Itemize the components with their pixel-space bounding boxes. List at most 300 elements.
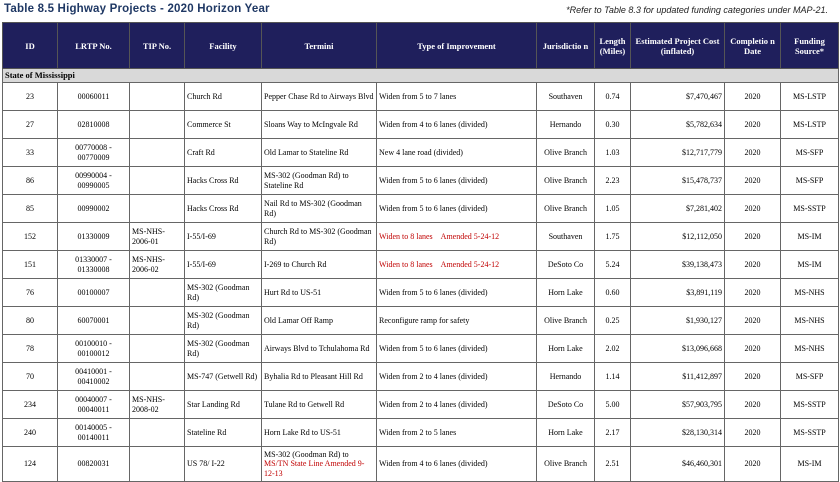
cell-termini-text: Byhalia Rd to Pleasant Hill Rd	[264, 371, 363, 381]
cell-tip-no	[130, 307, 185, 335]
cell-completion-date	[725, 419, 781, 447]
cell-cost	[631, 167, 725, 195]
cell-id	[3, 83, 58, 111]
cell-id	[3, 139, 58, 167]
cell-lrtp-no	[58, 251, 130, 279]
cell-length-text: 5.00	[605, 399, 620, 409]
cell-lrtp-no	[58, 307, 130, 335]
cell-improvement	[377, 111, 537, 139]
cell-completion-date	[725, 167, 781, 195]
col-facility-header: Facility	[185, 23, 262, 69]
cell-jurisdiction-text: Horn Lake	[548, 287, 583, 297]
cell-funding-source-text: MS-SFP	[795, 175, 824, 185]
cell-cost	[631, 279, 725, 307]
cell-id-text: 152	[24, 231, 36, 241]
cell-facility	[185, 223, 262, 251]
cell-cost-text: $57,903,795	[682, 399, 722, 409]
cell-facility-text: I-55/I-69	[187, 259, 216, 269]
cell-cost	[631, 419, 725, 447]
cell-id-text: 151	[24, 259, 36, 269]
cell-completion-date-text: 2020	[744, 203, 761, 213]
cell-id	[3, 223, 58, 251]
cell-jurisdiction-text: Hernando	[549, 119, 582, 129]
cell-completion-date	[725, 307, 781, 335]
cell-id	[3, 391, 58, 419]
cell-funding-source	[781, 419, 839, 447]
cell-lrtp-no-text: 00410001 - 00410002	[75, 367, 112, 386]
cell-facility	[185, 83, 262, 111]
cell-id-text: 80	[26, 315, 34, 325]
cell-funding-source-text: MS-IM	[797, 259, 822, 269]
cell-lrtp-no-text: 01330007 - 01330008	[75, 255, 112, 274]
cell-improvement	[377, 279, 537, 307]
cell-improvement	[377, 419, 537, 447]
cell-cost	[631, 251, 725, 279]
cell-improvement-text: Widen to 8 lanes	[379, 231, 433, 241]
cell-id	[3, 419, 58, 447]
cell-completion-date-text: 2020	[744, 371, 761, 381]
cell-funding-source-text: MS-SSTP	[793, 427, 826, 437]
cell-termini-text: I-269 to Church Rd	[264, 259, 327, 269]
cell-id	[3, 279, 58, 307]
cell-termini-text: Hurt Rd to US-51	[264, 287, 322, 297]
cell-improvement-text: New 4 lane road (divided)	[379, 147, 463, 157]
cell-facility-text: MS-747 (Getwell Rd)	[187, 371, 258, 381]
cell-termini	[262, 335, 377, 363]
cell-funding-source-text: MS-NHS	[794, 315, 825, 325]
cell-length	[595, 111, 631, 139]
cell-jurisdiction	[537, 167, 595, 195]
cell-termini	[262, 83, 377, 111]
cell-tip-no	[130, 335, 185, 363]
cell-cost-text: $1,930,127	[686, 315, 722, 325]
cell-id	[3, 335, 58, 363]
cell-termini-text: Horn Lake Rd to US-51	[264, 427, 341, 437]
cell-completion-date	[725, 195, 781, 223]
cell-completion-date-text: 2020	[744, 147, 761, 157]
cell-termini	[262, 251, 377, 279]
cell-completion-date	[725, 111, 781, 139]
table-row	[3, 363, 839, 391]
cell-jurisdiction	[537, 335, 595, 363]
cell-cost-text: $7,281,402	[686, 203, 722, 213]
cell-id	[3, 195, 58, 223]
funding-note: *Refer to Table 8.3 for updated funding categories under MAP-21.	[566, 5, 828, 15]
cell-improvement-text: Widen from 2 to 4 lanes (divided)	[379, 371, 488, 381]
col-date-header: Completio n Date	[725, 23, 781, 69]
cell-termini-text: Tulane Rd to Getwell Rd	[264, 399, 345, 409]
cell-funding-source	[781, 251, 839, 279]
cell-jurisdiction-text: Olive Branch	[544, 203, 587, 213]
cell-completion-date-text: 2020	[744, 91, 761, 101]
cell-jurisdiction	[537, 419, 595, 447]
cell-termini	[262, 167, 377, 195]
cell-completion-date-text: 2020	[744, 231, 761, 241]
cell-lrtp-no-text: 00770008 - 00770009	[75, 143, 112, 162]
cell-tip-no	[130, 363, 185, 391]
cell-length	[595, 251, 631, 279]
cell-jurisdiction-text: DeSoto Co	[547, 399, 584, 409]
cell-funding-source-text: MS-NHS	[794, 287, 825, 297]
cell-funding-source-text: MS-SFP	[795, 147, 824, 157]
cell-facility-text: Star Landing Rd	[187, 399, 240, 409]
cell-length	[595, 223, 631, 251]
cell-length	[595, 279, 631, 307]
table-row	[3, 307, 839, 335]
cell-cost	[631, 307, 725, 335]
cell-facility	[185, 447, 262, 482]
cell-completion-date	[725, 223, 781, 251]
cell-funding-source-text: MS-IM	[797, 459, 822, 469]
cell-jurisdiction-text: Hernando	[549, 371, 582, 381]
cell-improvement-text: Widen from 5 to 6 lanes (divided)	[379, 343, 488, 353]
cell-facility	[185, 391, 262, 419]
cell-cost-text: $13,096,668	[682, 343, 722, 353]
cell-length	[595, 195, 631, 223]
cell-cost-text: $39,138,473	[682, 259, 722, 269]
cell-jurisdiction	[537, 139, 595, 167]
cell-facility	[185, 111, 262, 139]
cell-jurisdiction-text: Olive Branch	[544, 147, 587, 157]
col-improvement-header: Type of Improvement	[377, 23, 537, 69]
table-row	[3, 391, 839, 419]
cell-id	[3, 251, 58, 279]
cell-facility	[185, 279, 262, 307]
cell-improvement	[377, 363, 537, 391]
cell-funding-source	[781, 139, 839, 167]
cell-length	[595, 307, 631, 335]
amendment-note: Amended 5-24-12	[440, 231, 500, 241]
cell-lrtp-no	[58, 363, 130, 391]
col-tip-header: TIP No.	[130, 23, 185, 69]
cell-lrtp-no-text: 00100010 - 00100012	[75, 339, 112, 358]
cell-id-text: 23	[26, 91, 34, 101]
table-row	[3, 167, 839, 195]
cell-jurisdiction	[537, 391, 595, 419]
cell-termini-text: MS-302 (Goodman Rd) to	[264, 449, 349, 459]
cell-id-text: 234	[24, 399, 36, 409]
cell-id	[3, 307, 58, 335]
cell-length-text: 2.17	[605, 427, 620, 437]
cell-lrtp-no-text: 00140005 - 00140011	[75, 423, 112, 442]
cell-id-text: 240	[24, 427, 36, 437]
amendment-note: Amended 5-24-12	[440, 259, 500, 269]
cell-jurisdiction	[537, 111, 595, 139]
cell-tip-no	[130, 195, 185, 223]
termini-amendment-note: MS/TN State Line Amended 9-12-13	[264, 459, 365, 478]
cell-length	[595, 447, 631, 482]
cell-improvement	[377, 251, 537, 279]
cell-id-text: 76	[26, 287, 34, 297]
cell-termini	[262, 223, 377, 251]
cell-completion-date	[725, 279, 781, 307]
cell-funding-source	[781, 363, 839, 391]
cell-completion-date	[725, 391, 781, 419]
cell-improvement	[377, 139, 537, 167]
cell-funding-source-text: MS-NHS	[794, 343, 825, 353]
cell-cost-text: $28,130,314	[682, 427, 722, 437]
cell-facility	[185, 195, 262, 223]
cell-funding-source-text: MS-LSTP	[793, 119, 826, 129]
cell-funding-source-text: MS-SFP	[795, 371, 824, 381]
cell-completion-date	[725, 447, 781, 482]
cell-completion-date-text: 2020	[744, 459, 761, 469]
cell-tip-no	[130, 83, 185, 111]
cell-id-text: 86	[26, 175, 34, 185]
cell-cost	[631, 391, 725, 419]
cell-improvement	[377, 335, 537, 363]
cell-termini-text: MS-302 (Goodman Rd) to Stateline Rd	[264, 171, 349, 190]
cell-improvement-text: Widen from 2 to 4 lanes (divided)	[379, 399, 488, 409]
cell-facility	[185, 167, 262, 195]
col-termini-header: Termini	[262, 23, 377, 69]
cell-id-text: 85	[26, 203, 34, 213]
cell-length	[595, 363, 631, 391]
cell-completion-date-text: 2020	[744, 427, 761, 437]
cell-improvement-text: Widen from 5 to 6 lanes (divided)	[379, 287, 488, 297]
cell-completion-date	[725, 335, 781, 363]
highway-projects-table	[2, 22, 839, 482]
cell-tip-no	[130, 251, 185, 279]
table-row	[3, 447, 839, 482]
cell-jurisdiction	[537, 251, 595, 279]
cell-id	[3, 111, 58, 139]
cell-facility-text: Hacks Cross Rd	[187, 203, 239, 213]
cell-improvement-text: Widen from 5 to 6 lanes (divided)	[379, 203, 488, 213]
cell-lrtp-no-text: 00060011	[77, 91, 110, 101]
col-funding-header: Funding Source*	[781, 23, 839, 69]
cell-completion-date-text: 2020	[744, 315, 761, 325]
cell-facility-text: MS-302 (Goodman Rd)	[187, 311, 250, 330]
cell-lrtp-no	[58, 139, 130, 167]
cell-length-text: 2.23	[605, 175, 620, 185]
cell-facility-text: Stateline Rd	[187, 427, 227, 437]
cell-tip-no	[130, 139, 185, 167]
cell-completion-date-text: 2020	[744, 343, 761, 353]
table-row	[3, 279, 839, 307]
cell-length-text: 1.75	[605, 231, 620, 241]
cell-length	[595, 83, 631, 111]
cell-jurisdiction	[537, 279, 595, 307]
title-bar	[0, 0, 840, 22]
cell-improvement-text: Widen from 2 to 5 lanes	[379, 427, 457, 437]
cell-length	[595, 167, 631, 195]
cell-lrtp-no-text: 02810008	[77, 119, 110, 129]
cell-id-text: 78	[26, 343, 34, 353]
cell-length	[595, 391, 631, 419]
cell-termini-text: Church Rd to MS-302 (Goodman Rd)	[264, 227, 372, 246]
cell-completion-date-text: 2020	[744, 119, 761, 129]
header-row	[3, 23, 839, 69]
col-jurisdiction-header: Jurisdictio n	[537, 23, 595, 69]
table-row	[3, 251, 839, 279]
cell-tip-no	[130, 419, 185, 447]
cell-lrtp-no	[58, 447, 130, 482]
cell-lrtp-no	[58, 167, 130, 195]
cell-termini	[262, 195, 377, 223]
cell-jurisdiction-text: Olive Branch	[544, 315, 587, 325]
cell-lrtp-no-text: 00990004 - 00990005	[75, 171, 112, 190]
cell-funding-source	[781, 195, 839, 223]
cell-funding-source-text: MS-LSTP	[793, 91, 826, 101]
cell-completion-date	[725, 139, 781, 167]
cell-length-text: 2.02	[605, 343, 620, 353]
cell-termini	[262, 279, 377, 307]
cell-funding-source-text: MS-IM	[797, 231, 822, 241]
cell-facility	[185, 419, 262, 447]
cell-lrtp-no-text: 00100007	[77, 287, 110, 297]
cell-facility	[185, 139, 262, 167]
cell-id	[3, 363, 58, 391]
cell-lrtp-no-text: 00820031	[77, 459, 110, 469]
cell-improvement	[377, 223, 537, 251]
cell-funding-source	[781, 167, 839, 195]
cell-length	[595, 335, 631, 363]
cell-jurisdiction-text: Southaven	[548, 91, 583, 101]
cell-jurisdiction	[537, 447, 595, 482]
cell-improvement	[377, 167, 537, 195]
cell-jurisdiction	[537, 307, 595, 335]
cell-termini	[262, 419, 377, 447]
cell-lrtp-no-text: 00040007 - 00040011	[75, 395, 112, 414]
cell-cost-text: $46,460,301	[682, 459, 722, 469]
cell-lrtp-no	[58, 391, 130, 419]
cell-funding-source	[781, 391, 839, 419]
cell-facility	[185, 335, 262, 363]
cell-cost-text: $11,412,897	[682, 371, 722, 381]
cell-lrtp-no-text: 01330009	[77, 231, 110, 241]
cell-improvement	[377, 447, 537, 482]
cell-id-text: 27	[26, 119, 34, 129]
cell-facility-text: MS-302 (Goodman Rd)	[187, 339, 250, 358]
cell-improvement-text: Widen from 4 to 6 lanes (divided)	[379, 459, 488, 469]
cell-tip-no-text: MS-NHS-2006-02	[132, 255, 165, 274]
cell-termini	[262, 111, 377, 139]
cell-cost-text: $3,891,119	[686, 287, 722, 297]
cell-length-text: 1.05	[605, 203, 620, 213]
cell-facility-text: Craft Rd	[187, 147, 215, 157]
cell-termini-text: Old Lamar to Stateline Rd	[264, 147, 349, 157]
cell-length-text: 0.74	[605, 91, 620, 101]
cell-termini-text: Sloans Way to McIngvale Rd	[264, 119, 358, 129]
cell-funding-source-text: MS-SSTP	[793, 203, 826, 213]
cell-id	[3, 167, 58, 195]
cell-cost	[631, 223, 725, 251]
cell-id	[3, 447, 58, 482]
cell-id-text: 124	[24, 459, 36, 469]
cell-completion-date	[725, 363, 781, 391]
cell-facility	[185, 363, 262, 391]
cell-facility	[185, 251, 262, 279]
cell-lrtp-no	[58, 223, 130, 251]
cell-termini	[262, 391, 377, 419]
cell-jurisdiction	[537, 195, 595, 223]
cell-funding-source	[781, 83, 839, 111]
table-row	[3, 195, 839, 223]
col-cost-header: Estimated Project Cost (inflated)	[631, 23, 725, 69]
cell-cost	[631, 111, 725, 139]
cell-length-text: 1.03	[605, 147, 620, 157]
cell-improvement-text: Widen from 5 to 6 lanes (divided)	[379, 175, 488, 185]
table-row	[3, 83, 839, 111]
cell-lrtp-no	[58, 419, 130, 447]
cell-jurisdiction	[537, 363, 595, 391]
cell-cost-text: $7,470,467	[686, 91, 722, 101]
cell-cost	[631, 447, 725, 482]
cell-jurisdiction-text: Olive Branch	[544, 175, 587, 185]
cell-cost-text: $5,782,634	[686, 119, 722, 129]
cell-length-text: 2.51	[605, 459, 620, 469]
cell-facility-text: Hacks Cross Rd	[187, 175, 239, 185]
cell-tip-no	[130, 167, 185, 195]
cell-completion-date-text: 2020	[744, 287, 761, 297]
cell-jurisdiction	[537, 223, 595, 251]
cell-jurisdiction-text: Horn Lake	[548, 343, 583, 353]
cell-funding-source	[781, 223, 839, 251]
cell-lrtp-no	[58, 111, 130, 139]
cell-tip-no	[130, 111, 185, 139]
cell-funding-source	[781, 335, 839, 363]
cell-termini-text: Airways Blvd to Tchulahoma Rd	[264, 343, 370, 353]
cell-improvement-text: Reconfigure ramp for safety	[379, 315, 470, 325]
cell-completion-date-text: 2020	[744, 259, 761, 269]
cell-length	[595, 419, 631, 447]
cell-termini	[262, 363, 377, 391]
cell-length-text: 1.14	[605, 371, 620, 381]
cell-lrtp-no-text: 00990002	[77, 203, 110, 213]
cell-length-text: 0.30	[605, 119, 620, 129]
cell-tip-no-text: MS-NHS-2008-02	[132, 395, 165, 414]
cell-cost	[631, 83, 725, 111]
cell-funding-source	[781, 307, 839, 335]
table-row	[3, 139, 839, 167]
cell-improvement	[377, 307, 537, 335]
cell-completion-date	[725, 251, 781, 279]
cell-lrtp-no	[58, 335, 130, 363]
cell-facility-text: US 78/ I-22	[187, 459, 225, 469]
cell-improvement	[377, 391, 537, 419]
cell-jurisdiction-text: Horn Lake	[548, 427, 583, 437]
cell-cost-text: $15,478,737	[682, 175, 722, 185]
cell-cost-text: $12,112,050	[682, 231, 722, 241]
cell-termini	[262, 307, 377, 335]
cell-improvement-text: Widen to 8 lanes	[379, 259, 433, 269]
cell-termini-text: Old Lamar Off Ramp	[264, 315, 333, 325]
cell-jurisdiction-text: Olive Branch	[544, 459, 587, 469]
cell-completion-date-text: 2020	[744, 175, 761, 185]
cell-completion-date-text: 2020	[744, 399, 761, 409]
state-label: State of Mississippi	[3, 69, 839, 83]
cell-id-text: 33	[26, 147, 34, 157]
cell-termini	[262, 139, 377, 167]
table-row	[3, 111, 839, 139]
cell-tip-no	[130, 279, 185, 307]
cell-tip-no	[130, 447, 185, 482]
cell-lrtp-no-text: 60070001	[77, 315, 110, 325]
cell-cost	[631, 335, 725, 363]
table-title: Table 8.5 Highway Projects - 2020 Horizon Year	[4, 3, 270, 15]
col-length-header: Length (Miles)	[595, 23, 631, 69]
cell-jurisdiction-text: DeSoto Co	[547, 259, 584, 269]
cell-termini-text: Nail Rd to MS-302 (Goodman Rd)	[264, 199, 362, 218]
table-row	[3, 419, 839, 447]
cell-lrtp-no	[58, 195, 130, 223]
cell-cost	[631, 195, 725, 223]
cell-id-text: 70	[26, 371, 34, 381]
cell-lrtp-no	[58, 83, 130, 111]
cell-lrtp-no	[58, 279, 130, 307]
col-lrtp-header: LRTP No.	[58, 23, 130, 69]
